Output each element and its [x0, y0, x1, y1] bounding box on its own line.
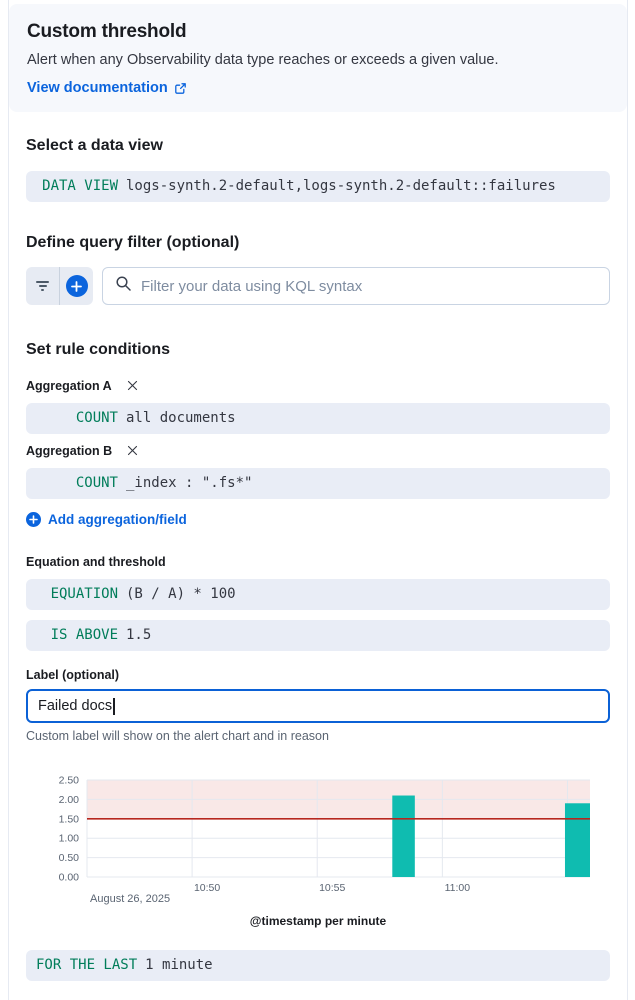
threshold-value: 1.5: [126, 627, 152, 643]
remove-aggregation-b-button[interactable]: [125, 443, 140, 458]
time-window-expression[interactable]: [26, 950, 610, 981]
rule-type-header-panel: [9, 4, 627, 112]
aggregation-a-label: Aggregation A: [26, 378, 112, 393]
svg-text:0.00: 0.00: [58, 871, 79, 884]
aggregation-b-label: Aggregation B: [26, 443, 113, 458]
svg-text:1.00: 1.00: [58, 832, 79, 845]
label-input[interactable]: [26, 689, 610, 723]
chart-date-label: August 26, 2025: [90, 893, 171, 905]
equation-expression[interactable]: [26, 579, 610, 610]
threshold-expression[interactable]: [26, 620, 610, 651]
aggregation-a-expression[interactable]: [26, 403, 610, 434]
svg-text:2.50: 2.50: [58, 776, 79, 787]
text-caret: [113, 698, 115, 715]
doc-link-label: View documentation: [27, 80, 168, 96]
svg-text:10:50: 10:50: [193, 882, 221, 894]
preview-chart: [26, 776, 610, 928]
aggregation-b-value: _index : ".fs*": [126, 475, 253, 491]
equation-threshold-label: Equation and threshold: [26, 555, 166, 569]
aggregation-a-header: [26, 378, 610, 393]
rule-form-content: [9, 137, 627, 981]
aggregation-b-expression[interactable]: [26, 468, 610, 499]
data-view-heading: Select a data view: [26, 137, 163, 154]
chart-x-axis-title: @timestamp per minute: [249, 914, 387, 928]
add-filter-button[interactable]: [60, 267, 93, 305]
page-description: Alert when any Observability data type reaches or exceeds a given value.: [27, 52, 499, 68]
label-optional-label: Label (optional): [26, 668, 120, 682]
remove-aggregation-a-button[interactable]: [125, 378, 140, 393]
rule-conditions-heading: Set rule conditions: [26, 341, 171, 358]
add-aggregation-link[interactable]: [26, 512, 187, 527]
saved-filters-button[interactable]: [26, 267, 59, 305]
custom-threshold-flyout: [8, 0, 628, 1000]
filter-icon: [36, 281, 49, 291]
add-plus-icon: [26, 512, 41, 527]
filter-button-group: [26, 267, 93, 305]
aggregation-a-value: all documents: [126, 410, 236, 426]
kql-search-box: [102, 267, 610, 305]
preview-chart-svg: [26, 776, 611, 896]
external-link-icon: [174, 82, 187, 95]
equation-keyword: EQUATION: [50, 586, 118, 602]
add-aggregation-label: Add aggregation/field: [48, 512, 187, 527]
data-view-expression[interactable]: [26, 171, 610, 202]
query-filter-heading: Define query filter (optional): [26, 234, 240, 251]
data-view-keyword: DATA VIEW: [42, 178, 118, 194]
aggregation-b-header: [26, 443, 610, 458]
query-filter-row: [26, 267, 610, 305]
plus-circle-icon: [66, 275, 88, 297]
svg-text:10:55: 10:55: [319, 882, 346, 894]
label-input-value: Failed docs: [38, 698, 113, 714]
svg-text:0.50: 0.50: [58, 852, 79, 865]
threshold-keyword: IS ABOVE: [50, 627, 118, 643]
data-view-value: logs-synth.2-default,logs-synth.2-default::failures: [126, 178, 556, 194]
time-window-value: 1 minute: [145, 957, 213, 973]
svg-text:11:00: 11:00: [444, 882, 471, 894]
view-documentation-link[interactable]: [27, 80, 187, 96]
equation-value: (B / A) * 100: [126, 586, 236, 602]
search-icon: [115, 275, 132, 297]
page-title: Custom threshold: [27, 21, 187, 42]
aggregation-b-keyword: COUNT: [75, 475, 118, 491]
time-window-keyword: FOR THE LAST: [36, 957, 138, 973]
label-helper-text: Custom label will show on the alert chart and in reason: [26, 729, 329, 743]
aggregation-a-keyword: COUNT: [75, 410, 118, 426]
kql-filter-input[interactable]: [141, 278, 597, 295]
svg-text:2.00: 2.00: [58, 793, 79, 806]
svg-text:1.50: 1.50: [58, 813, 79, 826]
